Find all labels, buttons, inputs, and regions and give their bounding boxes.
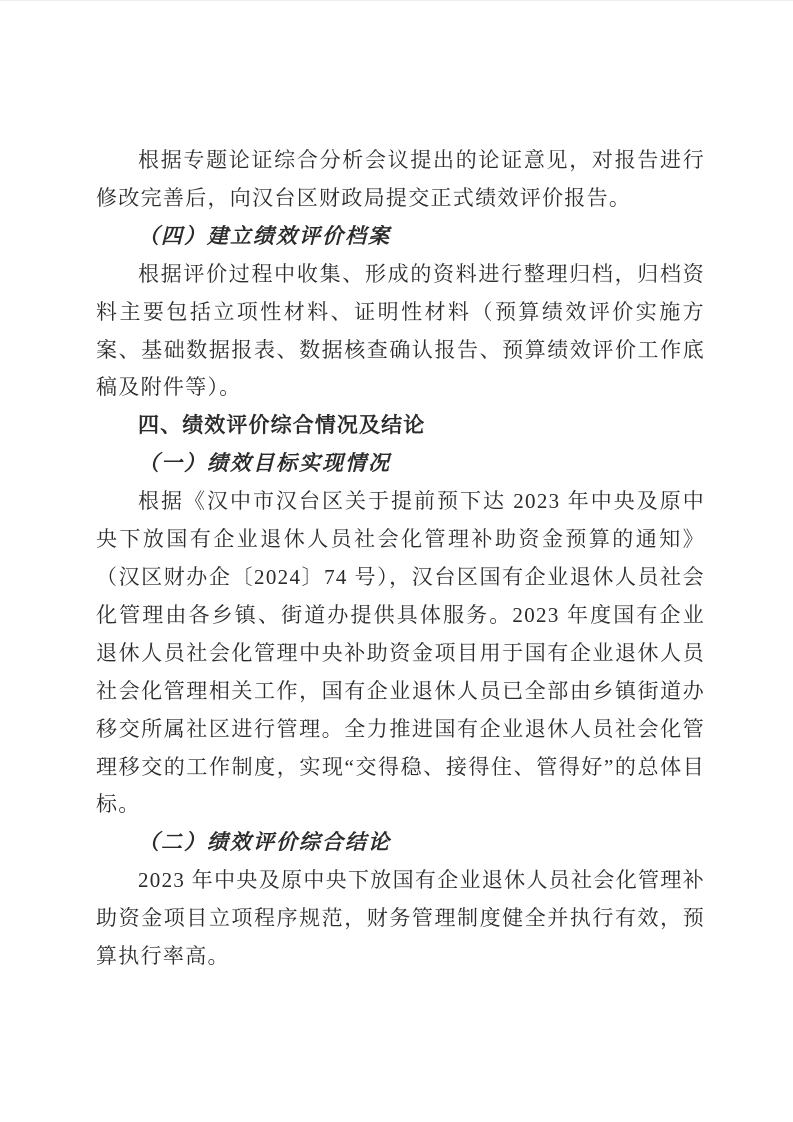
section-heading-level1: 四、绩效评价综合情况及结论: [138, 414, 426, 438]
body-paragraph: 根据评价过程中收集、形成的资料进行整理归档，归档资料主要包括立项性材料、证明性材料（预算绩效评价实施方案、基础数据报表、数据核查确认报告、预算绩效评价工作底稿及附件等）。: [96, 261, 705, 400]
document-content: [96, 142, 705, 976]
body-paragraph: 根据《汉中市汉台区关于提前预下达 2023 年中央及原中央下放国有企业退休人员社会化管理补助资金预算的通知》（汉区财办企〔2024〕74 号），汉台区国有企业退休人员社会化管理由各乡镇、街道办提供具体服务。2023 年度国有企业退休人员社会化管理中央补助资金项目用于国有企业退休人员社会化管理相关工作，国有企业退休人员已全部由乡镇街道办移交所属社区进行管理。全力推进国有企业退休人员社会化管理移交的工作制度，实现“交得稳、接得住、管得好”的总体目标。: [96, 489, 705, 817]
body-paragraph: 根据专题论证综合分析会议提出的论证意见，对报告进行修改完善后，向汉台区财政局提交正式绩效评价报告。: [96, 148, 705, 210]
section-heading-level2: （一）绩效目标实现情况: [138, 451, 391, 476]
body-paragraph: 2023 年中央及原中央下放国有企业退休人员社会化管理补助资金项目立项程序规范，财务管理制度健全并执行有效，预算执行率高。: [96, 868, 705, 969]
section-heading-level2: （四）建立绩效评价档案: [138, 223, 391, 248]
section-heading-level2: （二）绩效评价综合结论: [138, 830, 391, 855]
